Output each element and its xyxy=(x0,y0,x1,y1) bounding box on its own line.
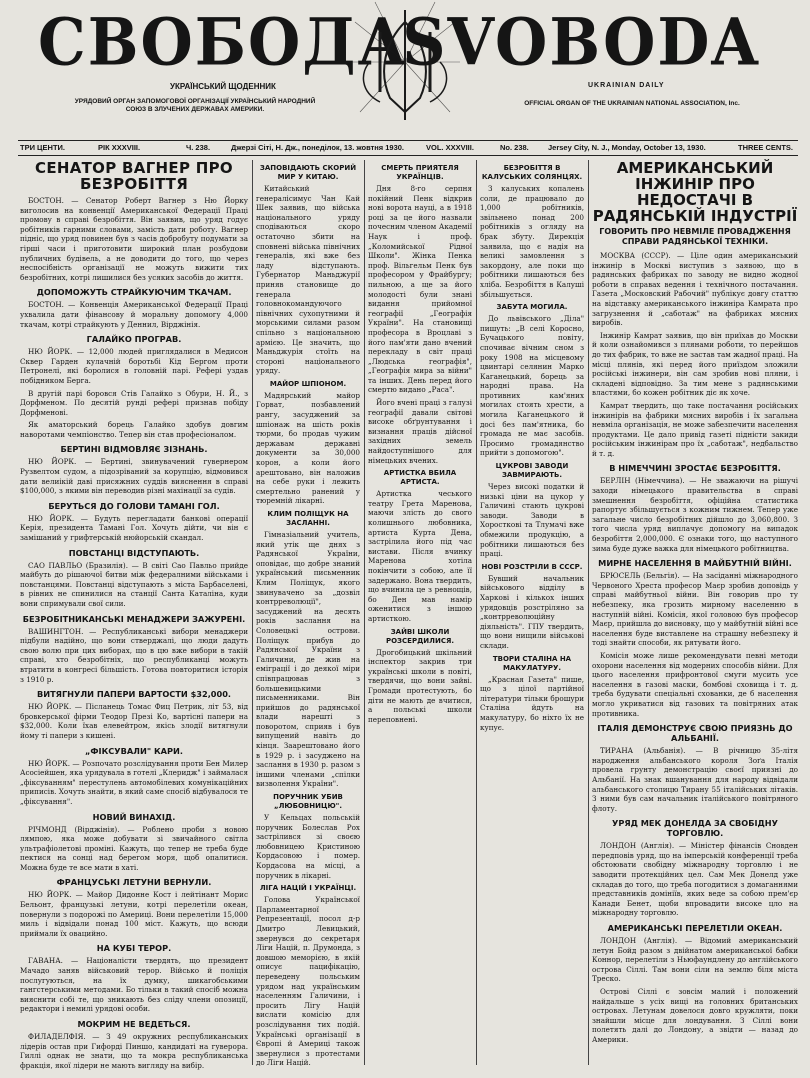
column-5 xyxy=(592,160,798,1065)
article-headline: БЕЗРОБІТНИКАНСЬКІ МЕНАДЖЕРИ ЗАЖУРЕНІ. xyxy=(22,613,246,624)
masthead-title-ukrainian: СВОБОДА xyxy=(38,5,409,81)
article-paragraph: НЮ ЙОРК. — Післанець Томас Фиц Петрик, літ 53, від бровкерської фірми Теодор Презі Ко, вартісні папери на $32,000. Коли їхав елевейтром, якісь злодії витягнули йому ті папери з кишені. xyxy=(20,702,248,740)
article-headline: ПОВСТАНЦІ ВІДСТУПАЮТЬ. xyxy=(68,547,200,558)
article-paragraph: НЮ ЙОРК. — Майор Дидонне Кост і лейтінант Морис Бельонт, французькі летуни, котрі перелетіли океан, повернули з подорожі по Америці. Вони перелетіли 15,000 миль і відвідали понад 100 міст. Кажуть, що всюди приймали їх овацийно. xyxy=(20,890,248,938)
column-divider xyxy=(252,160,253,1065)
column-2 xyxy=(256,160,360,1068)
article-headline: ГАЛАЙКО ПРОГРАВ. xyxy=(86,334,182,345)
article-headline: НОВИЙ ВИНАХІД. xyxy=(92,811,176,822)
article-paragraph: БОСТОН. — Конвенція Американської Федерації Праці ухвалила дати фінансову й моральну допомогу 4,000 ткачам, котрі страйкують у Деннил, Вірджінія. xyxy=(20,300,248,329)
article-paragraph: У Кельцах польській поручник Болеслав Рох застрілився зі своєю любовницею Кристиною Кордасовою і помер. Кордасова на місці, а поручник в лікарні. xyxy=(256,813,360,880)
headline: СЕНАТОР ВАГНЕР ПРО БЕЗРОБІТТЯ xyxy=(35,159,233,193)
article-paragraph: Комісія може лише рекомендувати певні методи охорони населення від модерних способів війни. Для цього населення прифронтової смуги мусить усе населення в газові маски, бомбові сховища і т. д. треба будувати спеціальні схованки, де б населення могло укриватися від газових та повітряних атак противника. xyxy=(592,650,798,718)
article-paragraph: Дня 8-го серпня покійний Пенк відкрив нові ворота науці, а в 1918 році за це його назвали почесним членом Академії Наук і проф. „Коломийської Рідної Школи". Жінка Пенка проф. Вільгельм Пенк був професором у Фрайбургу; пильною, а ще за його молодості були знані видання прийомної географії „Географія України". На становищі професора в Вроцлаві з його пам'яти дано вчений перекладу в світ праці „Людська географія", „Географія мира за війни" та інших. День перед його смертю видано „Раса". xyxy=(368,184,472,395)
article-paragraph: Бувший начальник військового відділу в Харкові і кількох інших урядовців розстріляно за „контрреволюційну діяльність". ГПУ твердить, що вони нищили військові склади. xyxy=(480,573,584,650)
article-paragraph: НЮ ЙОРК. — Розпочато розслідування проти Бен Милер Асосіейшен, яка урядувала в готелі „Клеридж" і займалася „фіксуванням" перестулень автомобілевих комунікаційних приписів. Хочуть знайти, в який саме спосіб відбувалося те „фіксування". xyxy=(20,758,248,806)
article-paragraph: БЕРЛІН (Німеччина). — Не зважаючи на рішучі заходи німецького правительства в справі змешнення безробіття, офіційна статистика рапортує збільшується з кожним тижнем. Тепер уже загальне число безробітних дійшло до 3,060,800. З того числа уряд виплачує допомогу на випадок безробіття 2,000,000. Є ознаки того, що наступного зима буде дуже важка для німецького робітництва. xyxy=(592,476,798,553)
masthead-title-english: SVOBODA xyxy=(402,5,760,81)
article-paragraph: БОСТОН. — Сенатор Роберт Вагнер з Ню Йорку виголосив на конвенції Американської Федерації Праці промову в справі безробіття. Він заявив, що уряд годує робітників гарними словами, замість дати роботу. Вагнер підніс, що уряд повинен був з часів добробуту подумати за гірші часи і приготовити широкий план розбудови публичних будівель, а не доводити до того, що через неспосібність організації не можуть вижити тих безробітних, котрі лишилися без усяких засобів до життя. xyxy=(20,196,248,282)
article-headline: ДОПОМОЖУТЬ СТРАЙКУЮЧИМ ТКАЧАМ. xyxy=(36,287,232,298)
column-divider xyxy=(588,160,589,1065)
masthead-subtitle-ukrainian: УКРАЇНСЬКИЙ ЩОДЕННИК xyxy=(170,82,276,91)
subheadline: ГОВОРИТЬ ПРО НЕВМІЛЕ ПРОВАДЖЕННЯ СПРАВИ РАДЯНСЬКОЇ ТЕХНІКИ. xyxy=(599,227,791,246)
date-ukrainian: Джерзі Сіті, Н. Дж., понеділок, 13. жовтня 1930. xyxy=(231,143,405,152)
article-paragraph: Острові Сіллі є зовсім малий і положений найдальше з усіх вищі на головних британських островах. Летунам довелося довго кружляти, поки знайшли місце для лондування. З Сіллі вони полетять далі до Лондону, а звідти — назад до Америки. xyxy=(592,987,798,1044)
date-english: Jersey City, N. J., Monday, October 13, 1930. xyxy=(548,143,706,152)
article-paragraph: Дрогобицький шкільний інспектор закрив три українські школи в повіті, твердячи, що вони зайві. Громади протестують, бо діти не мають де вчитися, а польські школи переповнені. xyxy=(368,647,472,724)
price-english: THREE CENTS. xyxy=(738,143,794,152)
dateline-bar xyxy=(18,140,798,156)
article-paragraph: БРЮСЕЛЬ (Бельгія). — На засіданні міжнародного Червоного Хреста професор Маєр зробив доповідь у справі майбутньої війни. Він говорив про ту небезпеку, яка грозить мирному населенню в наступній війні. Комісія, якої головою був професор Маєр, прийшла до висновку, що у майбутній війні все населення буде виставлене на страшну небезпеку й тоді знайти способи, як рятувати його. xyxy=(592,571,798,648)
masthead-organ-ukrainian: УРЯДОВИЙ ОРГАН ЗАПОМОГОВОЇ ОРГАНІЗАЦІЇ УКРАЇНСЬКИЙ НАРОДНИЙ СОЮЗ В ЗЛУЧЕНИХ ДЕРЖАВАХ АМЕРИКИ. xyxy=(74,98,316,114)
article-headline: АРТИСТКА ВБИЛА АРТИСТА. xyxy=(383,469,457,487)
article-headline: ПОРУЧНИК УБИВ „ЛЮБОВНИЦЮ". xyxy=(273,793,343,811)
article-headline: ЛІГА НАЦІЙ І УКРАЇНЦІ. xyxy=(259,884,357,893)
article-paragraph: З калуських копалень соли, де працювало до 1,000 робітників, звільнено понад 200 робітників з огляду на брак збуту. Дирекція заявила, що є надія на великі замовлення з закордону, але поки що робітники лишаються без хліба. Безробіття в Калуші збільшується. xyxy=(480,184,584,299)
article-paragraph: Через високі податки й низькі ціни на цукор у Галичині стають цукрові заводи. Заводи в Хоросткові та Тлумачі вже обмежили продукцію, а робітники лишаються без праці. xyxy=(480,482,584,559)
article-headline: ВИТЯГНУЛИ ПАПЕРИ ВАРТОСТИ $32,000. xyxy=(36,689,232,700)
article-headline: ЦУКРОВІ ЗАВОДИ ЗАВМИРАЮТЬ. xyxy=(495,462,569,480)
article-paragraph: ФИЛАДЕЛФІЯ. — З 49 окружних республиканських лідерів остав при Гифорді Пиншо, кандидаті на гуверора. Гиллі однак не знати, що та мокра республиканська фракція, якої лідери не мають вигляду на вибір. xyxy=(20,1032,248,1070)
masthead xyxy=(0,0,810,130)
article-headline: ФРАНЦУСЬКІ ЛЕТУНИ ВЕРНУЛИ. xyxy=(56,877,212,888)
article-headline: БЕЗРОБІТТЯ В КАЛУСЬКИХ СОЛЯНЦЯХ. xyxy=(481,164,583,181)
headline: АМЕРИКАНСЬКИЙ ІНЖИНІР ПРО НЕДОСТАЧІ В РАДЯНСЬКІЙ ІНДУСТРІЇ xyxy=(592,159,798,225)
article-paragraph: ЛОНДОН (Англія). — Відомий американський летун Бойд разом з двійнатом американської бабки Коннор, перелетіли з Ньюфаундлену до англійського острова Сіллі. Там вони сіли на землю біля міста Треско. xyxy=(592,936,798,984)
article-paragraph: Артистка чеського театру Грета Маренова, маючи злість до свого колишнього любовника, артиста Курта Дена, застрілила його під час вистави. Після вчинку Маренова хотіла покінчити з собою, але її задержано. Вона твердить, що вчинила це з ревнощів, бо Ден мав намір оженитися з іншою артисткою. xyxy=(368,489,472,623)
column-divider xyxy=(476,160,477,1065)
article-headline: НОВІ РОЗСТРІЛИ В СССР. xyxy=(481,562,583,571)
article-paragraph: Камрат твердить, що таке постачання російських інжинірів на фабрики мясних виробів і їх загальна невміла організація, не може забезпечити населення продуктами. Це дало привід газеті підністи закиди російським інжинірам про їх „саботаж", недбальство й т. д. xyxy=(592,400,798,458)
article-headline: МАЙОР ШПІОНОМ. xyxy=(269,379,347,388)
article-headline: БЕРТИНІ ВІДМОВЛЯЄ ЗІЗНАНЬ. xyxy=(60,444,208,455)
volume-english: VOL. XXXVIII. xyxy=(426,143,474,152)
article-paragraph: Гімназіальний учитель, який утік ще днях з Радянської України, оповідає, що добре знаний український письменник Клим Поліщук, якого звинувачено за „дозвіл контрреволюції", засуджений на десять років заслання на Соловецькі острови. Поліщук прибув до Радянської України з Галичини, де жив на еміграції і до деякої міри співпрацював з большевицькими письменниками. Він прийшов до радянської влади нарешті з поворотом, сприяв і був випущений навіть до кінця. Заарештовано його в 1929 р. і засуджено на заслання в 1930 р. разом з іншими членами „спілки визволення України". xyxy=(256,530,360,789)
article-paragraph: ГАВАНА. — Націоналісти твердять, що президент Мачадо заняв військовий терор. Військо й поліція послугуються, на їх думку, шикагобськими гангстерськими методами. Бо тільки в такий спосіб можна вияснити собі те, що зникають без сліду члени опозиції, редактори і немилі урядові особи. xyxy=(20,956,248,1014)
article-headline: „ФІКСУВАЛИ" КАРИ. xyxy=(85,745,183,756)
article-headline: БЕРУТЬСЯ ДО ГОЛОВИ ТАМАНІ ГОЛ. xyxy=(48,500,220,511)
article-paragraph: В другій парі боровся Стів Галайко з Обури, Н. Й., з Дорфменом. По десятій рунді рефері признав побіду Дорфменові. xyxy=(20,388,248,417)
article-paragraph: ТИРАНА (Альбанія). — В річницю 35-літя народження альбанського короля Зоґа Італія провела грунту демонстрацію своєї приязні до Альбанії. На знак вшанування для народу відвідали альбанського столицю Тирану 55 італійських літаків. З ними був сам начальник італійського повітряного флоту. xyxy=(592,746,798,813)
article-paragraph: До львівського „Діла" пишуть: „В селі Коросно, Бучацького повіту, спочиває вічним сном з року 1908 на місцевому цвинтарі селянин Марко Каганецький, борець за народні права. На противних кам'яних могилах стоять хрести, а могила Каганецького й досі без пам'ятника, бо громада не має засобів. Просимо громадянство прийти з допомогою". xyxy=(480,314,584,458)
article-headline: СМЕРТЬ ПРИЯТЕЛЯ УКРАЇНЦІВ. xyxy=(381,164,459,181)
article-headline: НА КУБІ ТЕРОР. xyxy=(96,943,172,954)
price-ukrainian: ТРИ ЦЕНТИ. xyxy=(20,143,66,152)
article-headline: В НІМЕЧЧИНІ ЗРОСТАЄ БЕЗРОБІТТЯ. xyxy=(609,463,781,474)
article-paragraph: „Красная Газета" пише, що з цілої партійної літератури тільки брошури Сталіна йдуть на макулатуру, бо ніхто їх не купує. xyxy=(480,674,584,732)
article-headline: МОКРИМ НЕ ВЕДЕТЬСЯ. xyxy=(77,1019,191,1029)
column-divider xyxy=(364,160,365,1065)
masthead-subtitle-english: UKRAINIAN DAILY xyxy=(588,82,665,89)
article-headline: ЗАПОВІДАЮТЬ СКОРИЙ МИР У КИТАЮ. xyxy=(259,164,357,181)
article-headline: АМЕРИКАНСЬКІ ПЕРЕЛЕТІЛИ ОКЕАН. xyxy=(607,923,783,934)
article-paragraph: Мадярський майор Горват, позбавлений рангу, засуджений за шпіонаж на шість років тюрми, бо продав чужим державам державні документи за 30,000 корон, а коли його арештовано, він наложив на себе руки і лежить смертельно ранений у тюремній лікарні. xyxy=(256,390,360,506)
article-paragraph: ВАШИНГТОН. — Республиканські вибори менаджери підбули надійно, що вони стверджалі, що люди дадуть свою волю при цих виборах, що в цю вже вибори в такій справі, хто безробітніх, що республиканці можуть втратити в конгресі більшість. Готова повторитися історія з 1910 р. xyxy=(20,626,248,684)
article-headline: МИРНЕ НАСЕЛЕННЯ В МАЙБУТНІЙ ВІЙНІ. xyxy=(598,558,792,569)
article-paragraph: Голова Української Парламентарної Репрезентації, посол д-р Дмитро Левицький, звернувся до секретаря Ліги Націй, п. Друмонда, з довшою меморією, в якій описує пацифікацію, переведену польським урядом над українським населенням Галичини, і просить Лігу Націй вислати комісію для розслідування тих подій. Українські організації в Європі й Америці також звернулися з протестами до Ліги Націй. xyxy=(256,895,360,1068)
article-headline: УРЯД МЕК ДОНЕЛДА ЗА СВОБІДНУ ТОРГОВЛЮ. xyxy=(612,818,778,839)
article-paragraph: МОСКВА (СССР). — Ціле один американський інжинір в Москві виступив з заявою, що в радянських фабриках по заводу не видно жодної роботи в справах ведення і технічного постачання. Газета „Московский Рабочий" публікує довгу статтю на відставку американського інжиніра Камрата про загрузнення й „саботаж" на фабриках мясних виробів. xyxy=(592,251,798,328)
article-paragraph: НЮ ЙОРК. — 12,000 людей приглядалися в Медисон Сквер Гарден кулачній боротьбі Кід Бергом проти Петронелі, які боролися в головній парі. Рефері уздав побідником Берга. xyxy=(20,347,248,385)
article-paragraph: САО ПАВЛЬО (Бразилія). — В світі Сао Павльо прийде майбуть до рішаючої битви між федералними військами і повстанцями. Повстанці відступають з міста Барбаселені, в рівних не спинилися на станції Санта Каталіна, куди вони спримували свої сили. xyxy=(20,560,248,608)
year-ukrainian: РІК XXXVIII. xyxy=(98,143,141,152)
article-paragraph: Як аматорський борець Галайко здобув довгим наворотами чемпіонство. Тепер він став професіоналом. xyxy=(20,420,248,439)
issue-number-english: No. 238. xyxy=(500,143,529,152)
article-headline: ЗАЙВІ ШКОЛИ РОЗСЕРДИЛИСЯ. xyxy=(385,627,455,645)
article-paragraph: ЛОНДОН (Англія). — Міністер фінансів Сновден передповів уряд, що на імперській конференції треба обстоювати свобідну міжнародну торговлю і не заводити протекційних цел. Сам Мек Донелд уже складав до того, що треба погодитися з домаганнями представників домініїв, яких веде за собою прем'єр Канади Бенет, щоби впровадити високе цло на міжнародну торговлю. xyxy=(592,841,798,918)
article-paragraph: НЮ ЙОРК. — Будуть перегладати банкові операції Керія, президента Тамані Гол. Хочуть дійти, чи він є замішаний у грифтерській нюйорській скандал. xyxy=(20,513,248,543)
article-headline: ТВОРИ СТАЛІНА НА МАКУЛАТУРУ. xyxy=(492,654,572,672)
article-headline: ІТАЛІЯ ДЕМОНСТРУЄ СВОЮ ПРИЯЗНЬ ДО АЛЬБАНІЇ. xyxy=(597,723,793,744)
issue-number-ukrainian: Ч. 238. xyxy=(186,143,211,152)
column-4 xyxy=(480,160,584,1065)
article-headline: КЛИМ ПОЛІЩУК НА ЗАСЛАННІ. xyxy=(267,510,349,527)
article-paragraph: РІЧМОНД (Вірджінія). — Роблено проби з новою лямпою, яка може добувати зі звичайного світла ультрафіолетові проміні. Кажуть, що тепер не треба буде пектися на сонці над берегом моря, щоб опалитися. Можна буде те все мати в хаті. xyxy=(20,824,248,872)
article-headline: ЗАБУТА МОГИЛА. xyxy=(496,303,568,312)
article-paragraph: Його вчені праці з галузі географії давали світові високе обґрунтування і визнання праців дійсної західних земель найдоступнішого для німецьких вчених. xyxy=(368,398,472,465)
article-paragraph: Китайський генералісимус Чан Кай Шек заявив, що війська національного уряду сподіваються скоро остаточно збити на сповнені війська північних генералів, які вже без ладу відступають. Губернатор Маньджурії приняв становище до генерала головнокомандуючого північних сухопутними й морськими силами разом спільно з національною армією. Це значить, що Маньджурія стоїть на стороні національного уряду. xyxy=(256,184,360,376)
article-paragraph: НЮ ЙОРК. — Бертині, звинувачений гувернером Рузвелтом судом, а підозріваний за корупцію, відмовився дати велиікій даві присяжних суддів вияснення в справі $100,000, з якими він переводив різні махінації за судів. xyxy=(20,457,248,496)
column-1 xyxy=(20,159,248,1070)
column-3 xyxy=(368,160,472,1065)
article-paragraph: Інжинір Камрат заявив, що він приїхав до Москви й коли ознайомився з плянами роботи, то перейшов до тих фабрик, то вже не застав там жадної праці. На місці плянів, які перед його приїздом зложили російські інжинери, він сам зробив нові пляни, і складені відповідно. За тим мене з радянськими властями, бо кожен робітник діє як хоче. xyxy=(592,330,798,398)
masthead-organ-english: OFFICIAL ORGAN OF THE UKRAINIAN NATIONAL ASSOCIATION, Inc. xyxy=(524,100,740,107)
